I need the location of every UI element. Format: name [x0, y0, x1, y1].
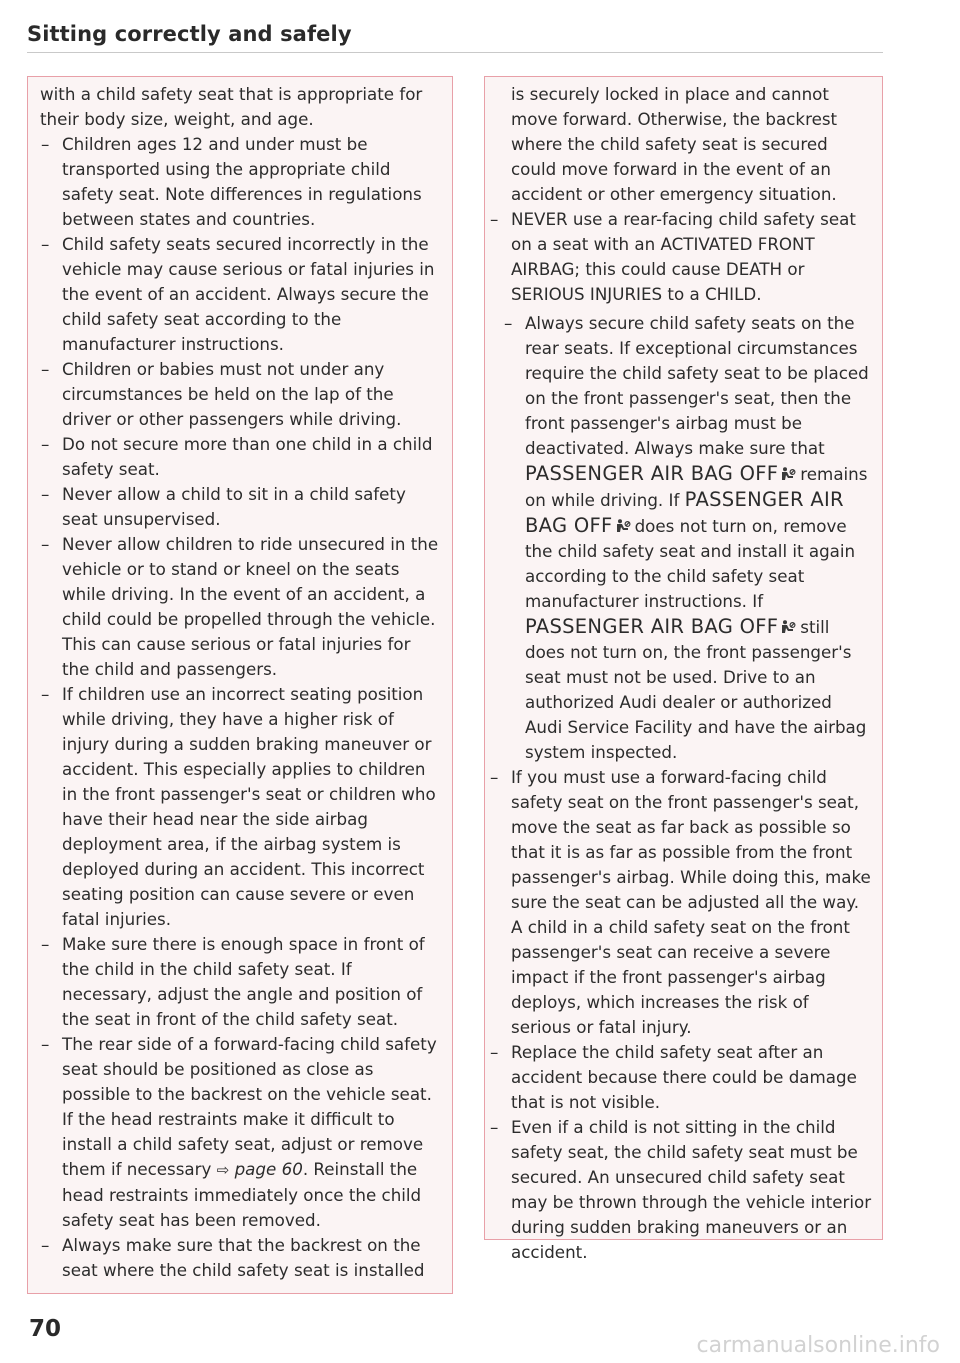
sub-item-text: Always secure child safety seats on the rear seats. If exceptional circumstances require the child safety seat to be placed on the front passenger's seat, then the front passenger's airbag must be deactivated. Always make sure that	[525, 313, 869, 458]
sub-item-text: remains on while driving. If	[525, 464, 868, 510]
indicator-label: PASSENGER AIR BAG OFF	[525, 615, 779, 638]
sub-item-text: still does not turn on, the front passenger's seat must not be used. Drive to an authorized Audi dealer or authorized Audi Service Facility and have the airbag system inspected.	[525, 617, 867, 762]
sub-list-item	[525, 311, 872, 765]
continued-text: with a child safety seat that is appropriate for their body size, weight, and age.	[40, 84, 423, 129]
list-item: – If children use an incorrect seating position while driving, they have a higher risk of injury during a sudden braking maneuver or accident. This especially applies to children in the front passenger's seat or children who have their head near the side airbag deployment area, if the airbag system is deployed during an accident. This incorrect seating position can cause severe or even fatal injuries.	[62, 682, 440, 932]
warning-box-right	[484, 76, 883, 1262]
list-item	[511, 207, 872, 765]
list-item: – Replace the child safety seat after an accident because there could be damage that is not visible.	[511, 1040, 872, 1115]
cross-reference-arrow-icon: ⇨	[216, 1161, 230, 1179]
list-item-text: NEVER use a rear-facing child safety seat on a seat with an ACTIVATED FRONT AIRBAG; this could cause DEATH or SERIOUS INJURIES to a CHILD.	[511, 209, 856, 304]
continued-text: is securely locked in place and cannot move forward. Otherwise, the backrest where the child safety seat is secured could move forward in the event of an accident or other emergency situation.	[511, 84, 838, 204]
page-title: Sitting correctly and safely	[27, 22, 352, 46]
warning-box-right-content	[485, 77, 882, 1265]
warning-sub-list	[525, 311, 872, 765]
warning-box-left-content	[28, 77, 452, 1283]
warning-box-left	[27, 76, 453, 1294]
list-item-text: . Reinstall the head restraints immediately once the child safety seat has been removed.	[62, 1159, 422, 1230]
watermark: carmanualsonline.info	[696, 1333, 940, 1358]
indicator-label: PASSENGER AIR BAG OFF	[525, 488, 844, 537]
list-item: – Always make sure that the backrest on the seat where the child safety seat is installed	[62, 1233, 440, 1283]
list-item-text: The rear side of a forward-facing child safety seat should be positioned as close as possible to the backrest on the vehicle seat. If the head restraints make it difficult to install a child safety seat, adjust or remove them if necessary	[62, 1034, 437, 1179]
passenger-airbag-off-icon	[780, 620, 797, 634]
list-item: – Even if a child is not sitting in the child safety seat, the child safety seat must be secured. An unsecured child safety seat may be thrown through the vehicle interior during sudden braking maneuvers or an accident.	[511, 1115, 872, 1265]
list-item: – Do not secure more than one child in a child safety seat.	[62, 432, 440, 482]
header-divider	[27, 52, 883, 53]
list-item: – Children ages 12 and under must be transported using the appropriate child safety seat. Note differences in regulations between states and countries.	[62, 132, 440, 232]
list-item: – Child safety seats secured incorrectly in the vehicle may cause serious or fatal injuries in the event of an accident. Always secure the child safety seat according to the manufacturer instructions.	[62, 232, 440, 357]
warning-list-right	[511, 207, 872, 1265]
list-item: – Never allow children to ride unsecured in the vehicle or to stand or kneel on the seats while driving. In the event of an accident, a child could be propelled through the vehicle. This can cause serious or fatal injuries for the child and passengers.	[62, 532, 440, 682]
page-number: 70	[29, 1316, 62, 1342]
list-item: – Never allow a child to sit in a child safety seat unsupervised.	[62, 482, 440, 532]
sub-item-text: does not turn on, remove the child safety seat and install it again according to the child safety seat manufacturer instructions. If	[525, 516, 856, 611]
list-item: – Children or babies must not under any circumstances be held on the lap of the driver or other passengers while driving.	[62, 357, 440, 432]
warning-list-left	[62, 132, 440, 1283]
list-item: – If you must use a forward-facing child safety seat on the front passenger's seat, move the seat as far back as possible so that it is as far as possible from the front passenger's airbag. While doing this, make sure the seat can be adjusted all the way. A child in a child safety seat on the front passenger's seat can receive a severe impact if the front passenger's airbag deploys, which increases the risk of serious or fatal injury.	[511, 765, 872, 1040]
indicator-label: PASSENGER AIR BAG OFF	[525, 462, 779, 485]
list-item: – Make sure there is enough space in front of the child in the child safety seat. If necessary, adjust the angle and position of the seat in front of the child safety seat.	[62, 932, 440, 1032]
passenger-airbag-off-icon	[780, 467, 797, 481]
list-item	[62, 1032, 440, 1233]
page-reference-link[interactable]: page 60	[234, 1159, 303, 1179]
passenger-airbag-off-icon	[615, 519, 632, 533]
